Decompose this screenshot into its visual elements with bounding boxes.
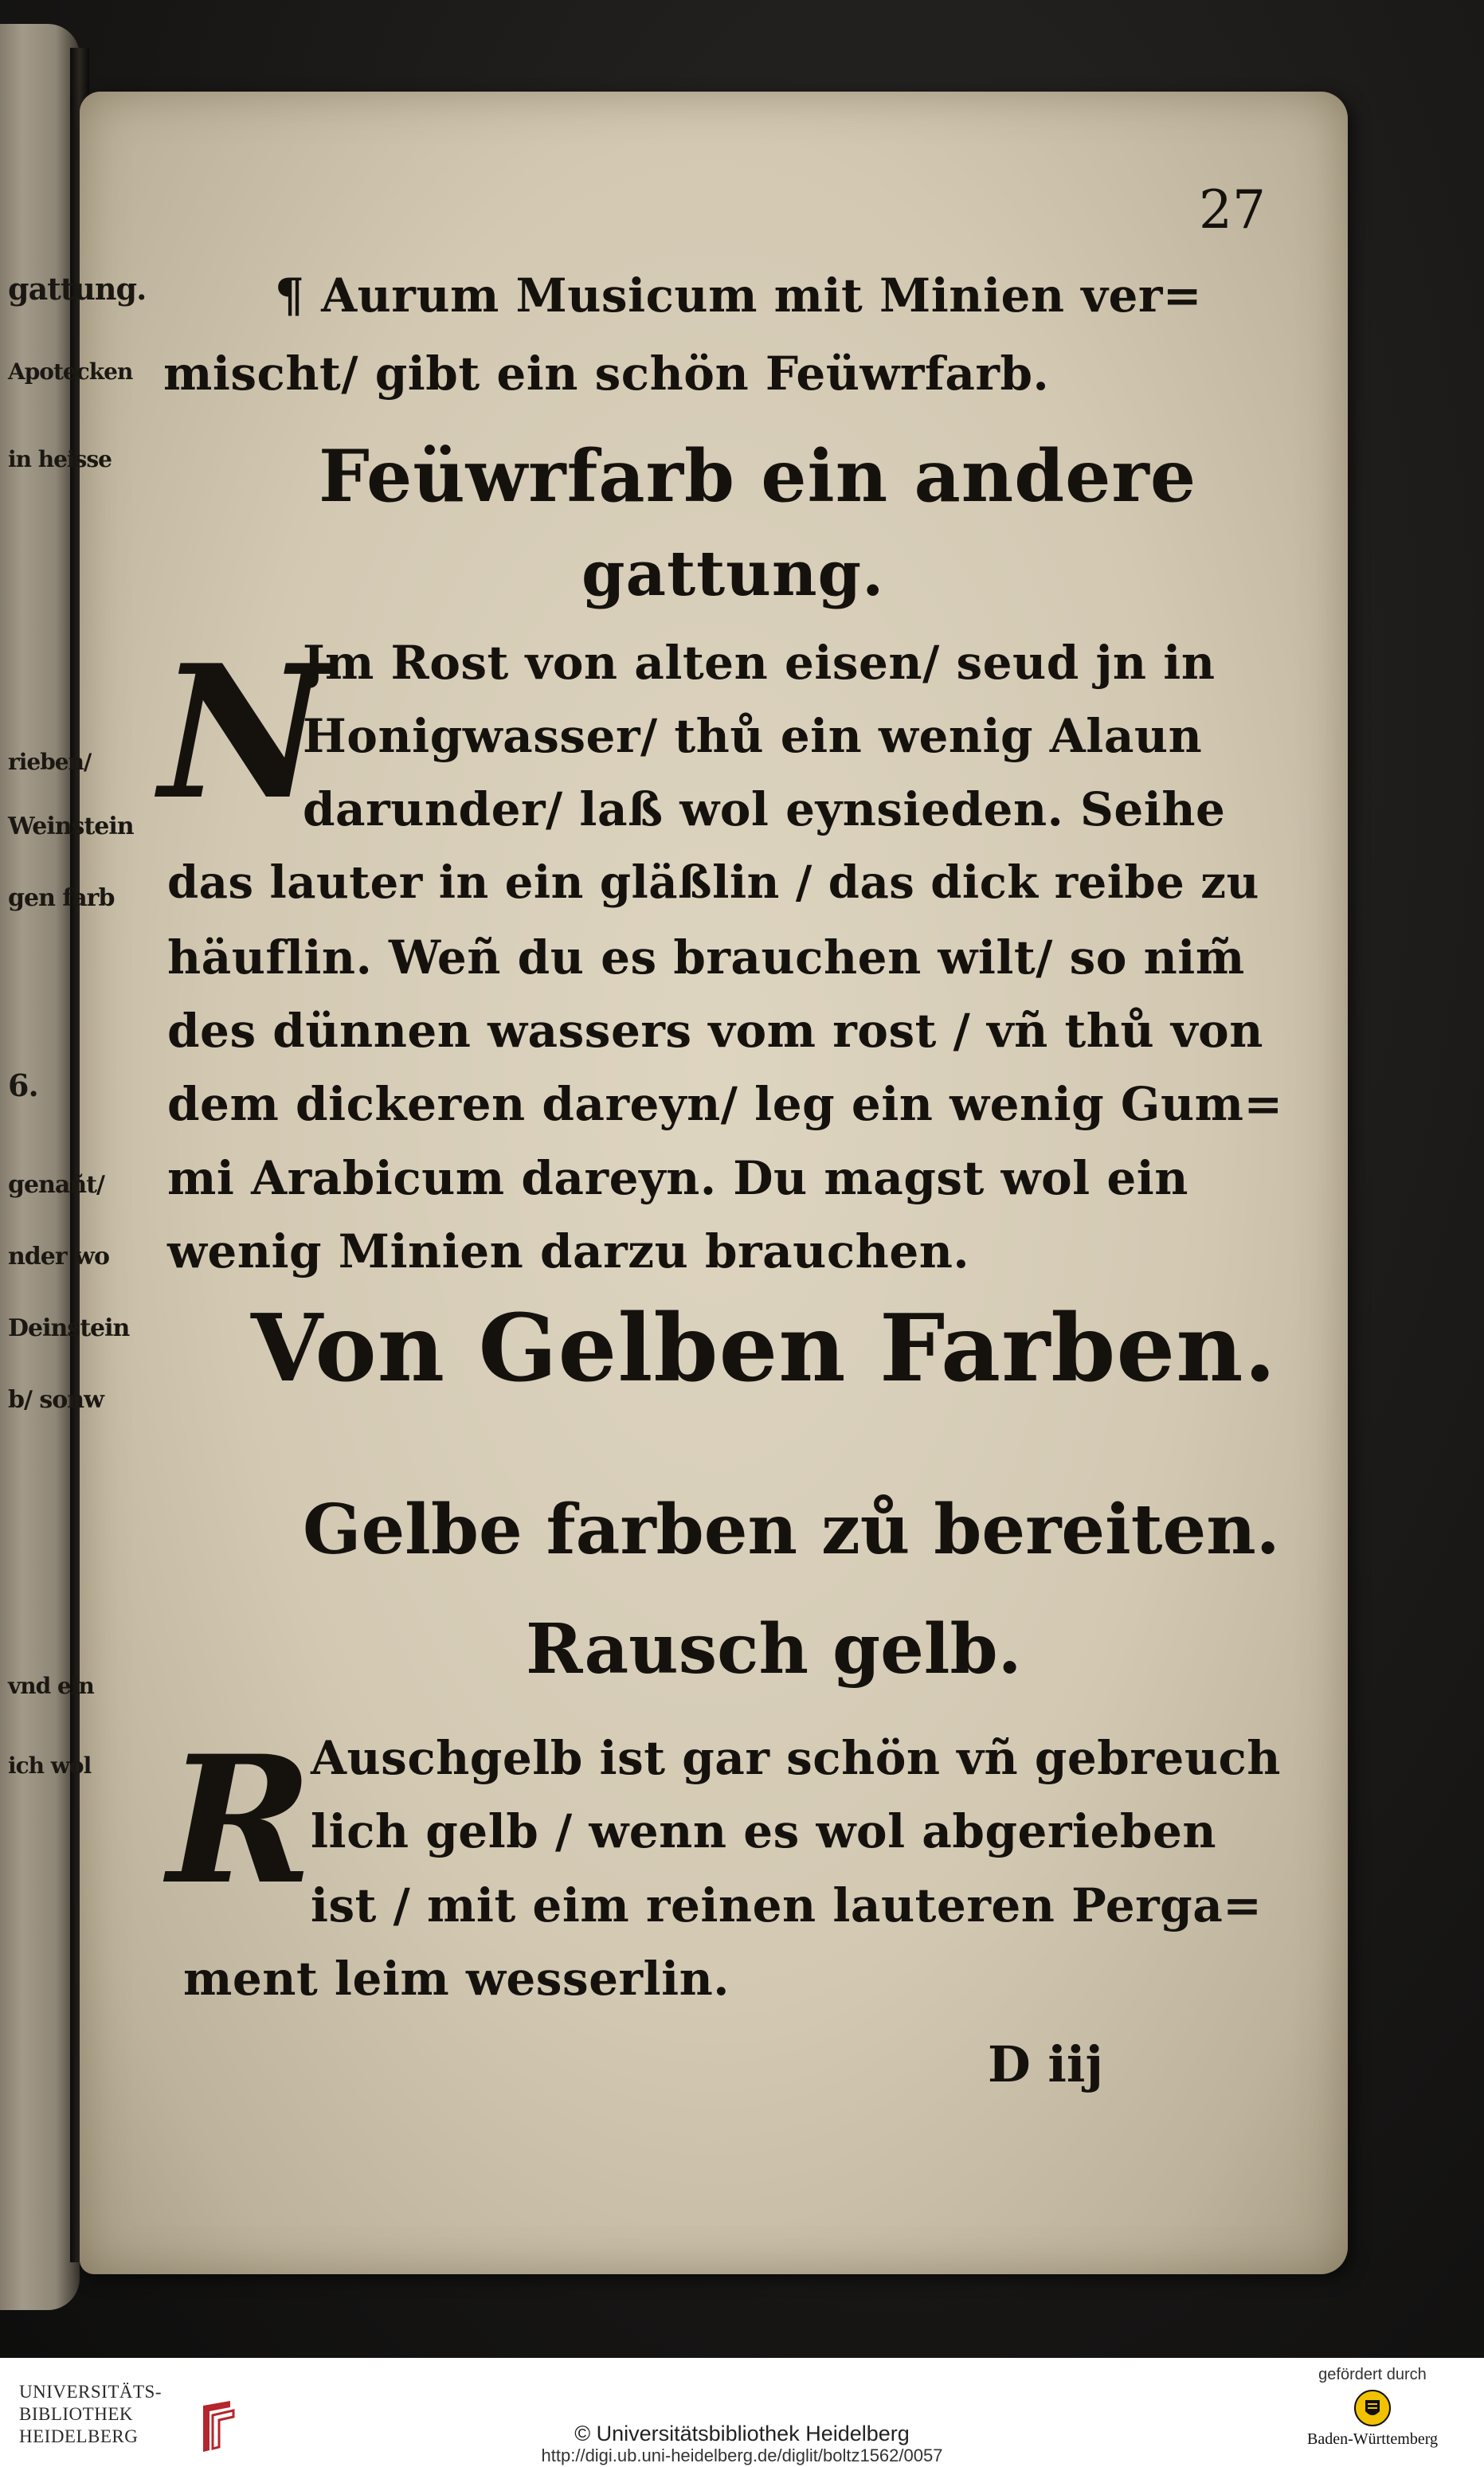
- facing-page-text: Apotecken: [8, 358, 133, 385]
- facing-page-text: Deinstein: [8, 1314, 130, 1342]
- facing-page-text: b/ sonw: [8, 1386, 104, 1414]
- text-line: ment leim wesserlin.: [183, 1952, 730, 2006]
- text-line: wenig Minien darzu brauchen.: [167, 1224, 970, 1279]
- text-line: ¶ Aurum Musicum mit Minien ver=: [275, 268, 1203, 323]
- text-line: lich gelb / wenn es wol abgerieben: [311, 1804, 1217, 1858]
- text-line: dem dickeren dareyn/ leg ein wenig Gum=: [167, 1077, 1283, 1131]
- facing-page-text: gen farb: [8, 884, 115, 912]
- text-line: Auschgelb ist gar schön vñ gebreuch: [311, 1731, 1281, 1785]
- book-page: [80, 92, 1348, 2274]
- text-line: des dünnen wassers vom rost / vñ thů von: [167, 1004, 1263, 1058]
- facing-page-text: in heisse: [8, 446, 112, 472]
- page-number: 27: [1199, 179, 1266, 241]
- signature-mark: D iij: [988, 2035, 1103, 2093]
- heading: Gelbe farben zů bereiten.: [303, 1490, 1280, 1570]
- facing-page-text: rieben/: [8, 749, 92, 775]
- state-emblem-icon: [1353, 2389, 1392, 2427]
- decorated-initial: R: [167, 1717, 313, 1923]
- institution-name-line: HEIDELBERG: [19, 2426, 139, 2446]
- text-line: ist / mit eim reinen lauteren Perga=: [311, 1878, 1263, 1932]
- permalink[interactable]: http://digi.ub.uni-heidelberg.de/diglit/boltz1562/0057: [541, 2445, 943, 2465]
- decorated-initial: N: [159, 625, 327, 840]
- viewer-footer: [0, 2358, 1484, 2467]
- funding-state-name: Baden-Württemberg: [1306, 2430, 1438, 2448]
- text-line: darunder/ laß wol eynsieden. Seihe: [303, 782, 1226, 836]
- facing-page-text: genañt/: [8, 1171, 104, 1199]
- text-line: das lauter in ein gläßlin / das dick reibe zu: [167, 856, 1259, 909]
- heading: Feüwrfarb ein andere: [319, 434, 1197, 519]
- facing-page-text: vnd ein: [8, 1673, 94, 1699]
- heading: Rausch gelb.: [526, 1609, 1022, 1690]
- facing-page-text: gattung.: [8, 271, 147, 307]
- section-title: Von Gelben Farben.: [251, 1294, 1277, 1403]
- institution-name-line: UNIVERSITÄTS-: [19, 2382, 162, 2402]
- facing-page-text: ich wol: [8, 1752, 92, 1779]
- text-line: häuflin. Weñ du es brauchen wilt/ so nim̃: [167, 930, 1245, 985]
- text-line: Jm Rost von alten eisen/ seud jn in: [303, 636, 1216, 690]
- copyright-notice: © Universitätsbibliothek Heidelberg: [574, 2422, 910, 2445]
- text-line: mischt/ gibt ein schön Feüwrfarb.: [163, 347, 1050, 401]
- funding-logo[interactable]: [1293, 2366, 1452, 2465]
- institution-name-line: BIBLIOTHEK: [19, 2404, 133, 2424]
- text-line: mi Arabicum dareyn. Du magst wol ein: [167, 1151, 1188, 1205]
- facing-page-text: Weinstein: [8, 813, 134, 840]
- heading: gattung.: [581, 538, 885, 610]
- facing-page-text: 6.: [8, 1067, 38, 1103]
- funding-label: gefördert durch: [1318, 2366, 1427, 2383]
- facing-page-text: nder wo: [8, 1243, 109, 1271]
- text-line: Honigwasser/ thů ein wenig Alaun: [303, 709, 1203, 763]
